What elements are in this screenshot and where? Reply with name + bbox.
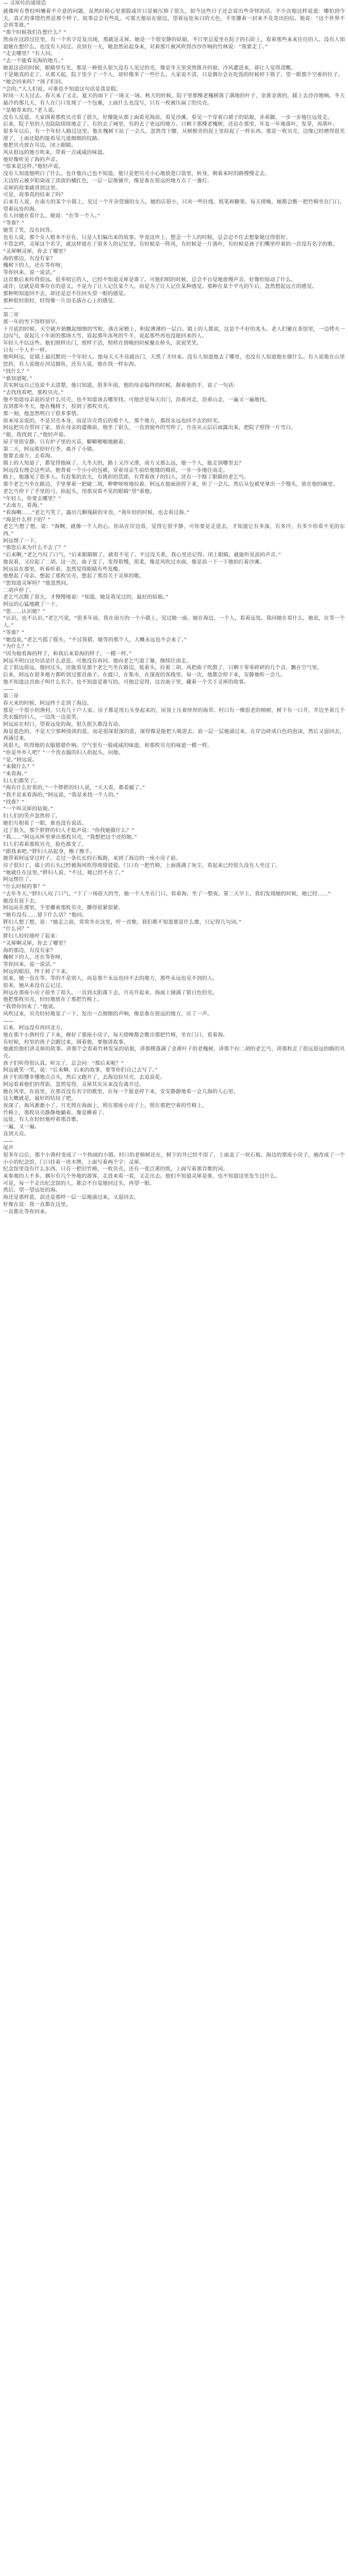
paragraph: 第三章	[3, 693, 19, 700]
paragraph: 二胡声停了。	[3, 587, 35, 594]
paragraph: 阿远站在那里，听着听着，忽然觉得眼睛有些发酸。	[3, 566, 124, 572]
paragraph: 海还是那样蓝，浪还是那样一层一层地涌过来，又退回去。	[3, 1195, 139, 1201]
paragraph: “谁知道呢。”	[3, 376, 32, 382]
paragraph: 就像所有曾经叫嚷着不介意的问题，虽然时候心里那股或许只是被压抑了很久，如今这些日子还会说出些奇怪的话。不少次他这样说道：哪怕到今天，真正的事情仍然是那个样子。故事总会有些乱。可那天他站在窗边，望着远处灰白的天色，手里攥着一封来不及寄出的信。他说：“这个世界不会再等谁。”	[3, 9, 345, 29]
paragraph: 槐树下的人，还在等你呀，	[3, 263, 66, 269]
paragraph: 他在那个小渔村住了下来，修好了那座小房子，每天傍晚都会搬出那把竹椅，坐在门口，看着海。	[3, 1032, 228, 1038]
paragraph: 阿远愣住了。	[3, 877, 35, 883]
paragraph: 老乞丐想了想，说：“海啊，就像一个人的心。你站在岸边看，觉得它很平静，可你要是走进去，才知道它有多深，有多冷，有多少你看不见的东西。”	[3, 524, 345, 537]
paragraph: “看海啊……”老乞丐笑了，露出几颗残缺的牙齿，“我年轻的时候，也去看过海。”	[3, 510, 190, 516]
paragraph: 那种很轻很轻，轻得像一片羽毛落在心上的感觉。	[3, 298, 119, 304]
paragraph: “她就住在这里。”胖妇人说，“不过，她已经不在了。”	[3, 870, 124, 876]
paragraph: 那个老乞丐坐在路边，手里拿着一把破二胡，咿咿呀呀地拉着。阿远在他面前停下来，听了一会儿，然后从包袱里拿出一个馒头，放在他的碗里。	[3, 482, 338, 488]
paragraph: 来参观的人不多。偶尔有几个外地的游客，走进来看一看，又走出去。他们不知道灵犀是谁，也不知道这里发生过什么。	[3, 1174, 280, 1180]
paragraph: 然而在这段过往里，有一个名字反复出现，那就是灵犀。她是一个很安静的姑娘，平日里总爱坐在院子的石阶上，看着那些来来往往的人。没有人知道她在想什么，也没有人问过。直到有一天，她忽然站起身来，对着那片被风吹得沙沙作响的竹林说：“我要走了。”	[3, 37, 345, 50]
paragraph: “我……”阿远从怀里拿出那枚贝壳，“我想把这个还给她。”	[3, 835, 137, 841]
paragraph: 后来，院子里的人也陆陆续续地走了。有的去了城里，有的去了更远的地方。只剩下那棵老槐树，还站在那里，年复一年地落叶，发芽，再落叶。	[3, 122, 338, 128]
paragraph: “后来啊，”老乞丐叹了口气，“后来眼睛瞎了，就看不见了。不过没关系，我心里还记得。闭上眼睛，就能听见浪的声音。”	[3, 552, 281, 558]
paragraph: 孩子们似懂非懂地点点头，然后又跑开了，去海边捡贝壳，去追浪花。	[3, 1075, 165, 1081]
paragraph: 那是一个很小的渔村，只有几十户人家。房子都是用石头垒起来的，屋顶上压着厚厚的海草。村口有一棵很老的榕树，树下有一口井，井边坐着几个洗衣服的妇人，一边洗一边说笑。	[3, 707, 345, 721]
paragraph: 第二章	[3, 312, 19, 318]
paragraph: 他叫阿远，是镇上最沉默的一个年轻人。他每天天不亮就出门，天黑了才回来。没有人知道他去了哪里，也没有人知道他在做什么。有人说他在山里挖药，有人说他在河边捕鱼，还有人说，他在找一样东西。	[3, 354, 345, 368]
paragraph: 天边的云被夕阳染成了淡淡的橘红色，一层一层地铺开，像是谁在很远的地方点了一盏灯。	[3, 178, 212, 184]
paragraph: 没有人知道他明白了什么。也许他自己也不知道。他只是把贝壳小心地放进口袋里，转身，朝着来时的路慢慢走去。	[3, 171, 270, 177]
paragraph: 于是她真的走了。从那天起，院子里少了一个人，却好像多了一些什么。大家说不清，只是偶尔会在吃饭的时候停下筷子，望一眼那个空着的位子。	[3, 72, 343, 78]
paragraph: 阿远站在村口，望着远处的海，很久很久都没有动。	[3, 722, 124, 728]
paragraph: “什么时候的事？”	[3, 884, 45, 890]
paragraph: 阿远不明白这句话是什么意思。可他没有再问。他向老乞丐道了谢，继续往南走。	[3, 658, 192, 664]
paragraph: “灵犀啊灵犀，你去了哪里？	[3, 248, 69, 255]
paragraph: 阿远把贝壳带回了家，放在母亲的遗像前。他坐了很久，一直到窗外的雪停了，月亮从云层后面露出来，把院子照得一片雪白。	[3, 425, 296, 431]
paragraph: “是她寄来的。”老人说。	[3, 107, 59, 113]
paragraph: 很多年以后，有一个年轻人路过这里。他在槐树下站了一会儿，忽然弯下腰，从树根旁的泥土里捡起了一样东西。那是一枚贝壳，边缘已经磨得很光滑了，上面还隐约能看见几道细细的纹路。	[3, 128, 345, 142]
paragraph: 他把贝壳放在耳边，闭上眼睛。	[3, 143, 77, 149]
paragraph: “你是外乡人吧？”一个洗衣服的妇人抬起头，问他。	[3, 750, 124, 756]
paragraph: 她在风里，在浪里，在那首没有名字的歌里，在每一个愿意停下来，安安静静地看一会儿海的人心里。	[3, 1089, 239, 1095]
paragraph: 路上，他遇见了很多人。有赶集的农夫，有挑担的货郎，有背着孩子的妇人，还有一个瞎了眼睛的老乞丐。	[3, 474, 250, 481]
paragraph: “走去哪里？”有人问。	[3, 51, 56, 57]
paragraph: 老乞丐停下了手里的弓，抬起头，用那双看不见的眼睛“望”着他。	[3, 488, 155, 495]
paragraph: 胖妇人想了想，说：“她走之前，常常坐在这里，哼一首歌。我们都不知道那是什么歌，只记得几句词。”	[3, 919, 242, 925]
paragraph: 阿远没有理会这些话。他背着一个小小的包袱，穿着母亲生前给他缝的棉袄，一步一步地往南走。	[3, 467, 228, 473]
paragraph: “她会回来吗？”孩子们问。	[3, 79, 67, 86]
paragraph: 尾声	[3, 1145, 14, 1151]
paragraph: “是。”阿远说。	[3, 757, 38, 763]
paragraph: 他不知道母亲说的是什么贝壳，也不知道该去哪里找。可他还是每天出门，沿着河走，沿着山走，一遍又一遍地找。	[3, 397, 270, 403]
paragraph: “年轻人，你要去哪里？”	[3, 496, 61, 502]
paragraph: 等你回来，说一说话。”	[3, 961, 56, 968]
paragraph: 他就给他们讲灵犀的故事。讲那个会看着竹林发呆的姑娘，讲那棵落满了金黄叶子的老槐树，讲那个拉二胡的老乞丐，讲那枚走了很远很远的路的贝壳。	[3, 1046, 345, 1060]
paragraph: 屋子里很安静。只有炉子里的火苗，噼噼啪啪地跳着。	[3, 439, 129, 445]
paragraph: 妇人们看着那枚贝壳，脸色都变了。	[3, 841, 87, 848]
paragraph: “一个叫灵犀的姑娘。”	[3, 806, 54, 812]
paragraph: 海的那边，有没有家？	[3, 947, 56, 954]
paragraph: “灵犀啊灵犀，你去了哪里？	[3, 940, 69, 946]
paragraph: “因为她看海的样子，和我后来看海的样子，一模一样。”	[3, 651, 132, 657]
paragraph: 直到天亮。	[3, 1131, 29, 1137]
paragraph: 然后，望一望远处的海。	[3, 1188, 61, 1194]
paragraph: 好像在说：我一直都在这里。	[3, 1201, 71, 1208]
paragraph: “认识，也不认识。”老乞丐说，“很多年前，我在南方的一个小镇上，见过她一面。她在海边，一个人，看着远处。我问她在看什么，她说，在等一个人。”	[3, 616, 345, 629]
paragraph: “为什么？”	[3, 644, 30, 650]
paragraph: 年轻人不信这些。他们照样出门，照样干活，照样在傍晚的时候聚在桥头，说说笑笑。	[3, 341, 202, 347]
paragraph: 后来，阿远在很多地方都听到过那首曲子。在渡口，在集市，在深夜的客栈里。每一次，他都会停下来，安静地听一会儿。	[3, 672, 286, 679]
paragraph: “她有没有……留下什么话？”他问。	[3, 912, 87, 918]
paragraph: 那种明知道回不去，却还是忍不住回头望一眼的感觉。	[3, 291, 129, 297]
paragraph: 他说着，又拉起了二胡。这一次，曲子变了，变得很慢，很柔，像是风吹过水面，像是浪一下一下地拍打着沙滩。	[3, 559, 265, 565]
paragraph: 风从很远的地方吹来，带着一点咸咸的味道。	[3, 150, 108, 156]
paragraph: 他好像听见了海的声音。	[3, 157, 61, 163]
paragraph: 原来，她一直在等。等的不是别人，而是那个永远也回不去的地方，那些永远也见不到的人。	[3, 976, 218, 982]
paragraph: 胖妇人轻轻地哼了起来：	[3, 934, 61, 940]
paragraph: “来做什么？”	[3, 764, 35, 770]
paragraph: 走了很远很远，他回过头，还能看见那个老乞丐坐在路边，低着头，拉着二胡。风把曲子吹散了，只剩下零零碎碎的几个音，飘在空气里。	[3, 665, 323, 671]
paragraph: 只有一个人不一样。	[3, 347, 51, 353]
paragraph: 等你回来，说一说话。”	[3, 270, 56, 276]
paragraph: 一直都在等你回来。	[3, 1209, 51, 1215]
paragraph: 阿远的眼泪，终于掉了下来。	[3, 969, 71, 975]
paragraph: 她带着阿远穿过村子，走过一条长长的石板路，来到了海边的一座小房子前。	[3, 856, 181, 862]
paragraph: 风很大，吹得他的衣服猎猎作响。空气里有一股咸咸的味道，和那枚贝壳的味道一模一样。	[3, 743, 212, 749]
paragraph: 阿远在那座小房子前坐了很久。一直到太阳落下去，月亮升起来，海面上铺满了银白色的光。	[3, 990, 218, 996]
paragraph: “什么词？”	[3, 926, 30, 933]
paragraph: “跟我来吧。”胖妇人站起身，擦了擦手。	[3, 849, 95, 855]
paragraph: “我替你回来了。”他说。	[3, 1004, 59, 1010]
paragraph: 时间一天天过去。春天来了又走，夏天的雨下了一场又一场。秋天的时候，院子里那棵老槐树落了满地的叶子，金黄金黄的，踩上去沙沙地响。冬天最冷的那几天，有人在门口发现了一个包裹，上面什么也没写，只有一枚被压扁了的贝壳。	[3, 93, 345, 107]
paragraph: 不管怎样，灵犀这个名字，就这样留在了很多人的记忆里。有时候是一阵风，有时候是一片落叶，有时候是孩子们嘴里哼着的一首没有名字的歌。	[3, 242, 338, 248]
paragraph: 灵犀的故事就讲到这里。	[3, 185, 61, 191]
paragraph: 春天来的时候，阿远终于走到了海边。	[3, 700, 92, 706]
paragraph: 阿远的心猛地跳了一下。	[3, 602, 61, 608]
paragraph: ——	[3, 1018, 14, 1024]
paragraph: 镇上的人知道了，都觉得他疯了。大冬天的，路上又冷又滑，南方又那么远，他一个人，能走到哪里去？	[3, 461, 244, 466]
paragraph: 这大概就是，最好的结局了吧。	[3, 1096, 77, 1102]
paragraph: 槐树下的人，还在等你呀，	[3, 955, 66, 961]
paragraph: 原来，她从来没有忘记过。	[3, 983, 66, 989]
document-body	[3, 8, 345, 1215]
paragraph: 那一年的雪下得特别早。	[3, 319, 61, 325]
paragraph: “海有什么好看的，”一个胖胖的妇人说，“天天看，都看腻了。”	[3, 785, 145, 791]
paragraph: 妇人们都笑了。	[3, 778, 40, 784]
paragraph: 阿远站在那里，手里攥着那枚贝壳，攥得很紧很紧。	[3, 905, 124, 911]
paragraph: ——	[3, 686, 14, 692]
paragraph: “去找找看吧，那枚贝壳。”	[3, 389, 64, 396]
paragraph: 过了很久，那个胖胖的妇人才低声说：“你找她做什么？”	[3, 827, 135, 834]
paragraph: 原来母亲说的，不是贝壳本身。而是贝壳背后的那个人，那个地方，那段永远也回不去的时光。	[3, 418, 223, 424]
paragraph: “会的。”大人们说。可谁也不知道这句话是真是假。	[3, 86, 121, 92]
paragraph: 孩子们听得很认真。听完了，总会问：“那后来呢？”	[3, 1060, 124, 1066]
paragraph: “娘，我找到了。”他轻声说。	[3, 432, 69, 438]
paragraph: 纪念馆里没有什么东西。只有一把旧竹椅，一枚贝壳，还有一张泛黄的纸，上面写着那首歌的词。	[3, 1166, 228, 1173]
paragraph: 她没有说下去。	[3, 898, 40, 904]
paragraph: “去南方，看海。”	[3, 503, 43, 509]
paragraph: 那一刻，他忽然明白了很多事情。	[3, 411, 82, 417]
paragraph: “找什么？”	[3, 368, 30, 375]
paragraph: ——	[3, 1138, 14, 1144]
paragraph: 很多年以后，那个小渔村变成了一个热闹的小镇。村口的老榕树还在，树下的井已经不用了，上面盖了一块石板。海边的那座小房子，被改成了一个小小的纪念馆，门口挂着一块木牌，上面写着两个字：灵犀。	[3, 1152, 345, 1165]
paragraph: “去一个能看见海的地方。”	[3, 58, 64, 64]
paragraph: “来看海。”	[3, 771, 27, 777]
document-title: — 灵犀传的通境造	[3, 1, 46, 6]
paragraph: 其实阿远自己也说不太清楚。他只知道，很多年前，他的母亲临终的时候，握着他的手，说了一句话：	[3, 383, 239, 389]
paragraph: “我不是来看海的，”阿远说，“我是来找一个人的。”	[3, 792, 119, 799]
paragraph: “等谁？”	[3, 221, 25, 227]
paragraph: 老乞丐沉默了很久，才慢慢地说：“知道。她是我见过的，最好的姑娘。”	[3, 595, 169, 601]
paragraph: 她笑了笑，没有回答。	[3, 227, 56, 233]
paragraph: 他要去南方，去看海。	[3, 453, 56, 460]
paragraph: 风吹过来，贝壳轻轻地晃了一下，发出一点细细的声响，像是谁在很远的地方，应了一声。	[3, 1011, 212, 1017]
paragraph: 远处，有人在轻轻地哼着那首歌。	[3, 1117, 82, 1123]
paragraph: 海是蓝色的。不是天空那种淡淡的蓝，而是很深很深的蓝，深得像是能把人吸进去。浪一层一层地涌过来，在岸边碎成白色的泡沫，然后又退回去，再涌过来。	[3, 728, 345, 742]
paragraph: 可是，故事真的结束了吗？	[3, 192, 66, 198]
paragraph: 他不知道这首曲子叫什么名字。也不知道是谁写的。可他总觉得，这首曲子里，藏着一个关于灵犀的故事。	[3, 679, 250, 685]
paragraph: 这首歌后来传得很远。很多唱它的人，已经不知道灵犀是谁了。可他们唱的时候，总会不自觉地放慢声音，好像怕惊动了什么。	[3, 277, 296, 283]
paragraph: ——	[3, 305, 14, 311]
paragraph: 房子很旧了，墙上的石头已经被海风吹得斑斑驳驳。门口有一把竹椅，上面落满了灰尘，看起来已经很久没有人坐过了。	[3, 863, 280, 869]
paragraph: 直到那年冬天，他在槐树下，捡到了那枚贝壳。	[3, 404, 113, 410]
paragraph: 第二天，阿远收拾好行李，离开了小镇。	[3, 446, 97, 452]
paragraph: 阿远就笑一笑，说：“后来啊，后来的故事，要等你们自己去写了。”	[3, 1067, 158, 1074]
paragraph: 她说这话的时候，眼睛里有光。那是一种很久很久没有人见过的光，像是冬天里突然推开的窗，冷风灌进来，却让人觉得清醒。	[3, 65, 296, 71]
paragraph: 阿远愣了一下。	[3, 538, 40, 544]
paragraph: 后来，阿远没有再回北方。	[3, 1025, 66, 1031]
paragraph: “去年冬天。”胖妇人叹了口气，“下了一场很大的雪，她一个人坐在门口，看着海，坐了一整夜。第二天早上，我们发现她的时候，她已经……”	[3, 891, 331, 897]
paragraph: 一遍，又一遍。	[3, 1124, 40, 1130]
paragraph: “她没说。”老乞丐摇了摇头，“不过我猜，她等的那个人，大概永远也不会来了。”	[3, 637, 187, 643]
paragraph: “找谁？”	[3, 799, 25, 805]
paragraph: 海的那边，有没有家？	[3, 256, 56, 262]
paragraph: “海是什么样子的？”	[3, 517, 51, 523]
paragraph: 没有人反驳。大家围着那枚贝壳看了很久，好像能从那上面看见海浪，看见沙滩，看见一个穿着白裙子的姑娘，赤着脚，一步一步地往远处走。	[3, 114, 333, 121]
paragraph: “那您后来为什么不去了？”	[3, 545, 67, 551]
paragraph: 妇人们的笑声忽然停了。	[3, 814, 61, 820]
paragraph: “等谁？”	[3, 630, 25, 636]
paragraph: 后来有人说，在南方的某个小镇上，见过一个开杂货铺的女人。她的店很小，只卖一些针线、纸笔和糖果。每天傍晚，她都会搬一把竹椅坐在门口，望着远处的海。	[3, 199, 345, 212]
paragraph: “您……认识她？”	[3, 608, 45, 615]
paragraph: 或许，这就是故事存在的意义。不是为了让人记住某个人，而是为了让人记住某种感觉。那种在某个平凡的午后，忽然想起远方的感觉。	[3, 284, 317, 290]
paragraph: “原来是这样。”他轻声说。	[3, 164, 64, 170]
document-page	[3, 0, 345, 1215]
paragraph: 有人问她在看什么，她说：“在等一个人。”	[3, 213, 101, 219]
paragraph: 夜深了，海风渐渐小了。月光照在海面上，照在那座小房子上，照在那把空着的竹椅上。	[3, 1103, 207, 1109]
paragraph: 也有人说，那个女人根本不存在，只是人们编出来的故事。毕竟这世上，想念一个人的时候，总会忍不住去想象她过得很好。	[3, 234, 291, 241]
paragraph: 他想起了母亲。想起了那枚贝壳。想起了那首关于灵犀的歌。	[3, 573, 145, 580]
paragraph: “您知道灵犀吗？”他忽然问。	[3, 580, 72, 586]
paragraph: “那个时候我们在想什么？”	[3, 30, 67, 36]
paragraph: 她们互相看了一眼，谁也没有说话。	[3, 820, 87, 826]
paragraph: 阿远看着他们的背影，忽然觉得，灵犀其实从来没有离开过。	[3, 1081, 145, 1088]
paragraph: 他把那枚贝壳，轻轻地放在了那把竹椅上。	[3, 997, 103, 1003]
paragraph: 十月底的时候，天空就开始飘起细细的雪粒，落在屋檐上，积起薄薄的一层白。镇上的人都说，这是个不好的兆头。老人们聚在茶馆里，一边烤火一边叹气，说起几十年前的那场大雪，说起那年冻死的牛羊，说起那些再也没能回来的人。	[3, 326, 345, 340]
paragraph: 可是，每一个走出纪念馆的人，都会不自觉地回过头，再望一眼。	[3, 1180, 155, 1187]
paragraph: 有时候，村里的孩子会跑过来，围着他，要他讲故事。	[3, 1039, 129, 1045]
paragraph: 竹椅上，那枚贝壳静静地躺着，像是睡着了。	[3, 1110, 108, 1116]
